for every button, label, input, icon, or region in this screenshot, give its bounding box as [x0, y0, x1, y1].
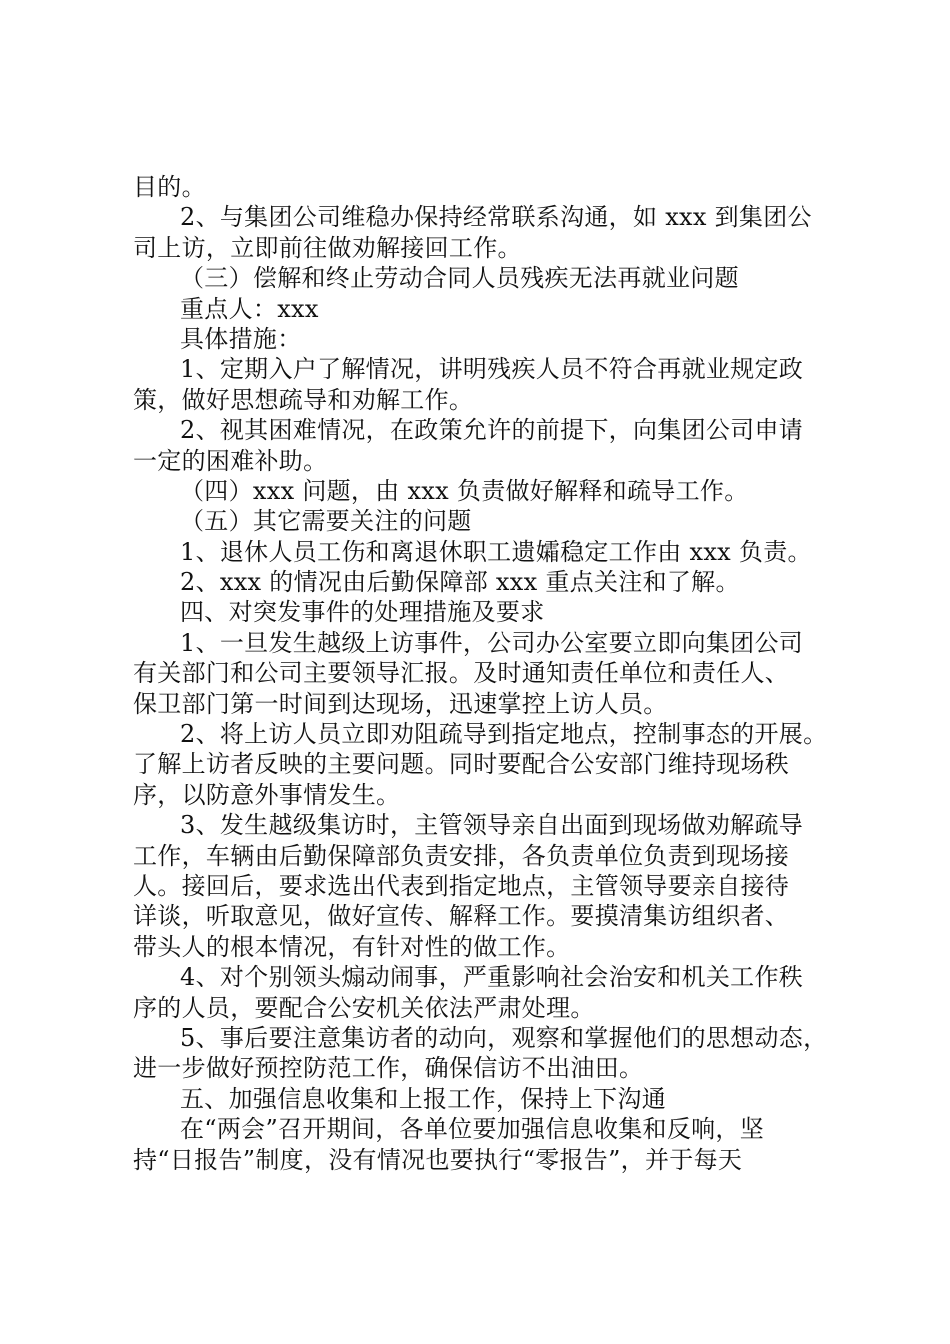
text-line: 目的。: [133, 173, 206, 201]
text-line: 1、一旦发生越级上访事件，公司办公室要立即向集团公司: [180, 628, 804, 657]
text-line: 了解上访者反映的主要问题。同时要配合公安部门维持现场秩: [133, 750, 790, 779]
text-line: 序，以防意外事情发生。: [133, 780, 401, 809]
section-heading: （四）xxx 问题，由 xxx 负责做好解释和疏导工作。: [180, 476, 749, 505]
text-line: 一定的困难补助。: [133, 446, 328, 475]
text-line: 5、事后要注意集访者的动向，观察和掌握他们的思想动态，: [180, 1023, 828, 1052]
text-line: 带头人的根本情况，有针对性的做工作。: [133, 932, 571, 961]
document-body: [133, 172, 853, 1175]
section-heading: （三）偿解和终止劳动合同人员残疾无法再就业问题: [180, 264, 739, 293]
text-line: 人。接回后，要求选出代表到指定地点，主管领导要亲自接待: [133, 871, 790, 900]
text-line: 工作，车辆由后勤保障部负责安排，各负责单位负责到现场接: [133, 841, 790, 870]
text-line: 1、定期入户了解情况，讲明残疾人员不符合再就业规定政: [180, 355, 804, 384]
text-line: 序的人员，要配合公安机关依法严肃处理。: [133, 993, 595, 1022]
text-line: 2、视其困难情况，在政策允许的前提下，向集团公司申请: [180, 416, 804, 445]
text-line: 2、将上访人员立即劝阻疏导到指定地点，控制事态的开展。: [180, 720, 828, 749]
section-heading: （五）其它需要关注的问题: [180, 507, 472, 536]
text-line: 在“两会”召开期间，各单位要加强信息收集和反响，坚: [180, 1115, 765, 1144]
text-line: 重点人：xxx: [180, 294, 319, 323]
text-line: 持“日报告”制度，没有情况也要执行“零报告”，并于每天: [133, 1145, 743, 1174]
text-line: 详谈，听取意见，做好宣传、解释工作。要摸清集访组织者、: [133, 902, 790, 931]
text-line: 司上访，立即前往做劝解接回工作。: [133, 233, 522, 262]
section-heading: 四、对突发事件的处理措施及要求: [180, 598, 545, 627]
text-line: 3、发生越级集访时，主管领导亲自出面到现场做劝解疏导: [180, 811, 804, 840]
text-line: 进一步做好预控防范工作，确保信访不出油田。: [133, 1054, 644, 1083]
text-line: 保卫部门第一时间到达现场，迅速掌控上访人员。: [133, 689, 668, 718]
text-line: 策，做好思想疏导和劝解工作。: [133, 385, 474, 414]
text-line: 有关部门和公司主要领导汇报。及时通知责任单位和责任人、: [133, 659, 790, 688]
text-line: 具体措施：: [180, 324, 302, 353]
text-line: 2、与集团公司维稳办保持经常联系沟通，如 xxx 到集团公: [180, 203, 812, 232]
text-line: 1、退休人员工伤和离退休职工遗孀稳定工作由 xxx 负责。: [180, 537, 812, 566]
section-heading: 五、加强信息收集和上报工作，保持上下沟通: [180, 1084, 666, 1113]
text-line: 4、对个别领头煽动闹事，严重影响社会治安和机关工作秩: [180, 963, 804, 992]
text-line: 2、xxx 的情况由后勤保障部 xxx 重点关注和了解。: [180, 568, 740, 597]
